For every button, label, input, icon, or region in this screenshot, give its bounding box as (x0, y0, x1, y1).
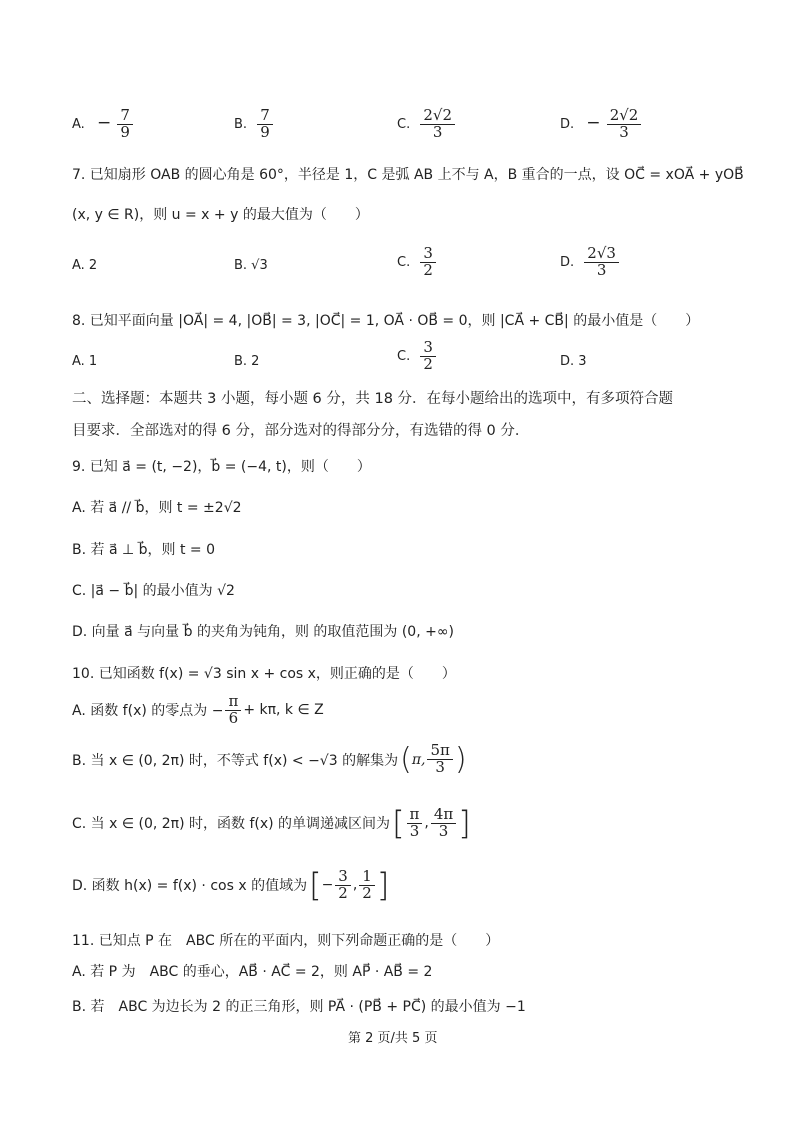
q10-option-b: B. 当 x ∈ (0, 2π) 时，不等式 f(x) < −√3 的解集为 ( π, $\frac{5\pi}{3}$ ) (72, 741, 467, 777)
q10-option-a: A. 函数 f(x) 的零点为 − $\frac{\pi}{6}$ + kπ, k ∈ Z (72, 692, 324, 727)
q8-option-c: C. $\frac{3}{2}$ (397, 340, 438, 373)
q9-option-d: D. 向量 a⃗ 与向量 b⃗ 的夹角为钝角，则 的取值范围为 (0, +∞) (72, 624, 454, 640)
q8-option-b: B. 2 (234, 354, 260, 369)
q7-stem-line1: 7. 已知扇形 OAB 的圆心角是 60°，半径是 1，C 是弧 AB 上不与 A，B 重合的一点，设 OC⃗ = xOA⃗ + yOB⃗ (72, 167, 744, 183)
q11-option-b: B. 若 ABC 为边长为 2 的正三角形，则 PA⃗ · (PB⃗ + PC⃗) 的最小值为 −1 (72, 999, 526, 1015)
q9-option-a: A. 若 a⃗ // b⃗，则 t = ±2√2 (72, 500, 242, 516)
q9-stem: 9. 已知 a⃗ = (t, −2)，b⃗ = (−4, t)，则（ ） (72, 459, 371, 475)
q6-option-d: D. − $\frac{2√2}{3}$ (560, 108, 643, 141)
q7-stem-line2: (x, y ∈ R)，则 u = x + y 的最大值为（ ） (72, 207, 369, 223)
q6-option-a: A. − $\frac{7}{9}$ (72, 108, 135, 141)
q10-stem: 10. 已知函数 f(x) = √3 sin x + cos x，则正确的是（ ） (72, 666, 456, 682)
q10-option-c: C. 当 x ∈ (0, 2π) 时，函数 f(x) 的单调递减区间为 [ $\frac{\pi}{3}$ , $\frac{4\pi}{3}$ ] (72, 804, 471, 842)
q8-option-d: D. 3 (560, 354, 587, 369)
q6-option-b: B. $\frac{7}{9}$ (234, 108, 275, 141)
q8-stem: 8. 已知平面向量 |OA⃗| = 4, |OB⃗| = 3, |OC⃗| = 1, OA⃗ · OB⃗ = 0，则 |CA⃗ + CB⃗| 的最小值是（ ） (72, 313, 700, 329)
q10-option-d: D. 函数 h(x) = f(x) · cos x 的值域为 [ − $\frac{3}{2}$ , $\frac{1}{2}$ ] (72, 866, 390, 904)
q7-option-d: D. $\frac{2√3}{3}$ (560, 246, 621, 279)
section2-heading-line2: 目要求．全部选对的得 6 分，部分选对的得部分分，有选错的得 0 分． (72, 423, 530, 439)
q9-option-b: B. 若 a⃗ ⊥ b⃗，则 t = 0 (72, 542, 215, 558)
q11-option-a: A. 若 P 为 ABC 的垂心，AB⃗ · AC⃗ = 2，则 AP⃗ · AB⃗ = 2 (72, 964, 433, 980)
q9-option-c: C. |a⃗ − b⃗| 的最小值为 √2 (72, 583, 235, 599)
q11-stem: 11. 已知点 P 在 ABC 所在的平面内，则下列命题正确的是（ ） (72, 933, 500, 949)
q7-option-b: B. √3 (234, 258, 268, 273)
q7-option-a: A. 2 (72, 258, 98, 273)
section2-heading-line1: 二、选择题：本题共 3 小题，每小题 6 分，共 18 分．在每小题给出的选项中，有多项符合题 (72, 391, 674, 407)
q7-option-c: C. $\frac{3}{2}$ (397, 246, 438, 279)
q6-option-c: C. $\frac{2√2}{3}$ (397, 108, 457, 141)
q8-option-a: A. 1 (72, 354, 98, 369)
page-footer: 第 2 页/共 5 页 (348, 1031, 438, 1046)
